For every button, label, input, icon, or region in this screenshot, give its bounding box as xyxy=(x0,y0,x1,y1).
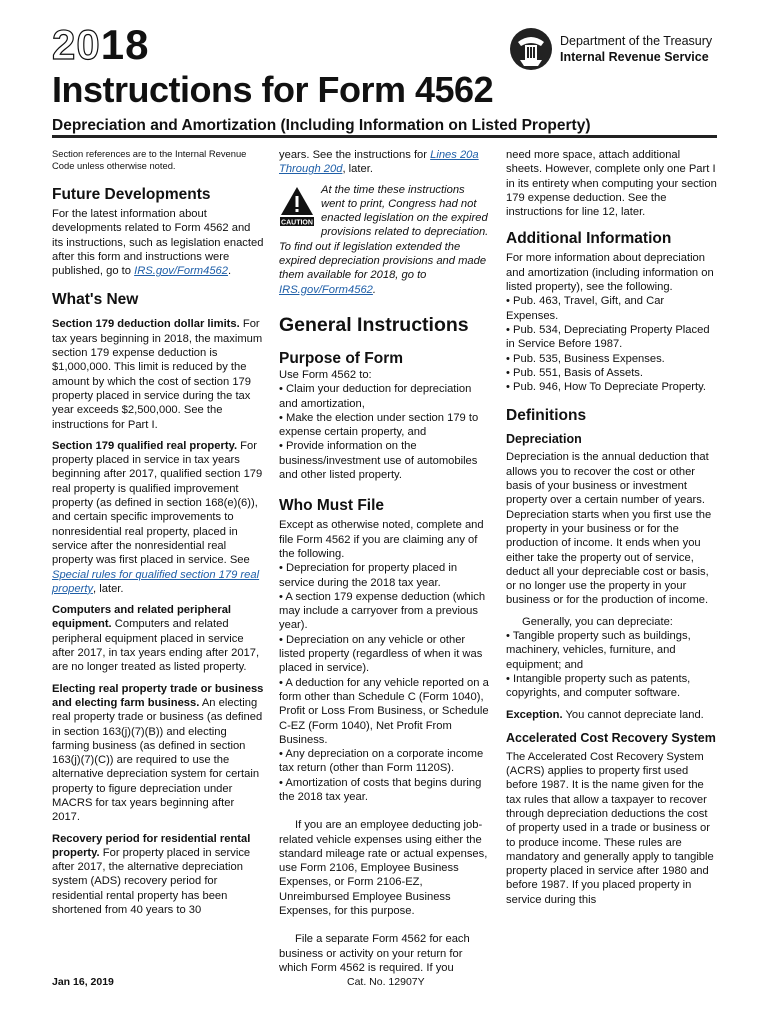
irs-eagle-icon xyxy=(508,26,554,72)
publication-item: • Pub. 551, Basis of Assets. xyxy=(506,366,644,379)
page-subtitle: Depreciation and Amortization (Including Information on Listed Property) xyxy=(52,117,591,134)
who-must-file-item: • A deduction for any vehicle reported on a form other than Schedule C (Form 1040), Profit or Loss From Business, or Schedule C-EZ (Form 1040), Net Profit From Business. xyxy=(279,676,489,746)
special-rules-link[interactable]: Special rules for qualified section 179 real property xyxy=(52,568,260,595)
definitions-heading: Definitions xyxy=(506,407,587,425)
page-title: Instructions for Form 4562 xyxy=(52,69,494,110)
publication-item: • Pub. 535, Business Expenses. xyxy=(506,352,665,365)
employee-paragraph: If you are an employee deducting job-related vehicle expenses using either the standard mileage rate or actual expenses, use Form 2106, Employee Business Expenses, or Form 2106-EZ, Unreimbursed Employee Business Expenses, for this purpose. xyxy=(279,819,488,918)
column-2 xyxy=(279,148,491,975)
purpose-heading: Purpose of Form xyxy=(279,349,404,367)
section-179-real-property-paragraph: Section 179 qualified real property. For property placed in service in tax years beginning after 2017, qualified section 179 real property is qualified improvement property (as defined in section 168(e)(6)), and certain specific improvements to nonresidential real property, placed in service after the nonresidential real property was first placed in service. See Special rules for qualified section 179 real property, later. xyxy=(52,439,263,595)
agency-name xyxy=(560,33,712,65)
continued-text: need more space, attach additional sheets. However, complete only one Part I in its entirety when computing your section 179 expense deduction. See the instructions for line 12, later. xyxy=(506,149,717,219)
depreciation-text: Depreciation is the annual deduction that allows you to recover the cost or other basis of your business or investment property over a certain number of years. Depreciation starts when you first use the property in your business or for the production of income. It ends when you either take the property out of service, deduct all your depreciable cost or basis, or no longer use the property in your business or for the production of income. xyxy=(506,451,712,607)
acrs-text: The Accelerated Cost Recovery System (ACRS) applies to property first used before 1987. It is the name given for the tax rules that allow a taxpayer to recover through depreciation deductions the cost of property used in a trade or business or to produce income. These rules are mandatory and generally apply to tangible property placed in service after 1980 and before 1987. If you placed property in service during this xyxy=(506,750,714,906)
irs-label: Internal Revenue Service xyxy=(560,50,709,64)
publication-item: • Pub. 534, Depreciating Property Placed in Service Before 1987. xyxy=(506,323,710,351)
additional-information-text: For more information about depreciation and amortization (including information on listed property), see the following. xyxy=(506,252,714,294)
exception-paragraph: Exception. You cannot depreciate land. xyxy=(506,708,704,721)
depreciation-heading: Depreciation xyxy=(506,432,582,447)
irs-form4562-link[interactable]: IRS.gov/Form4562 xyxy=(134,265,229,278)
who-must-file-item: • Amortization of costs that begins during the 2018 tax year. xyxy=(279,776,482,803)
general-instructions-heading: General Instructions xyxy=(279,313,469,336)
future-developments-heading: Future Developments xyxy=(52,186,211,203)
lines-20a-link[interactable]: Lines 20a Through 20d xyxy=(279,149,479,176)
header-divider xyxy=(52,135,717,138)
footer-catalog-number: Cat. No. 12907Y xyxy=(347,976,425,988)
recovery-period-paragraph: Recovery period for residential rental property. For property placed in service after 2017, the alternative depreciation system (ADS) recovery period for residential rental property has been shortened from 40 years to 30 xyxy=(52,832,251,917)
computers-paragraph: Computers and related peripheral equipment. Computers and related peripheral equipment placed in service after 2017, in tax years ending after 2017, are no longer treated as listed property. xyxy=(52,604,260,674)
publication-item: • Pub. 946, How To Depreciate Property. xyxy=(506,381,707,394)
electing-business-paragraph: Electing real property trade or business and electing farm business. An electing real property trade or business (as defined in section 163(j)(7)(B)) and electing farming business (as defined in section 163(j)(7)(C)) are required to use the alternative depreciation system for certain property to figure depreciation under MACRS for tax years beginning after 2017. xyxy=(52,682,264,824)
caution-label: CAUTION xyxy=(281,219,313,227)
purpose-item: • Make the election under section 179 to expense certain property, and xyxy=(279,411,479,439)
caution-form4562-link[interactable]: IRS.gov/Form4562 xyxy=(279,283,373,296)
caution-text: At the time these instructions went to print, Congress had not enacted legislation on the expired provisions related to depreciation. To find out if legislation extended the expired depreciation provisions and made them available for 2018, go to IRS.gov/Form4562. xyxy=(279,183,489,296)
footer-date: Jan 16, 2019 xyxy=(52,976,114,988)
who-must-file-item: • A section 179 expense deduction (which may include a carryover from a previous year). xyxy=(279,590,486,632)
department-label: Department of the Treasury xyxy=(560,34,713,48)
section-179-limits-paragraph: Section 179 deduction dollar limits. For tax years beginning in 2018, the maximum section 179 expense deduction is $1,000,000. This limit is reduced by the amount by which the cost of section 179 property placed in service during the tax year exceeds $2,500,000. See the instructions for Part I. xyxy=(52,318,263,431)
purpose-item: • Provide information on the business/investment use of automobiles and other listed property. xyxy=(279,440,478,482)
column-1 xyxy=(52,148,264,917)
column-3 xyxy=(506,148,718,907)
intro-note: Section references are to the Internal Revenue Code unless otherwise noted. xyxy=(52,148,247,171)
purpose-item: • Claim your deduction for depreciation and amortization, xyxy=(279,383,472,410)
who-must-file-item: • Depreciation on any vehicle or other listed property (regardless of when it was placed in service). xyxy=(279,633,483,675)
additional-information-heading: Additional Information xyxy=(506,230,672,248)
caution-note xyxy=(279,183,491,297)
acrs-heading: Accelerated Cost Recovery System xyxy=(506,730,716,745)
caution-icon xyxy=(279,185,315,227)
who-must-file-item: • Depreciation for property placed in service during the 2018 tax year. xyxy=(279,562,458,589)
depreciate-item: • Tangible property such as buildings, machinery, vehicles, furniture, and equipment; and xyxy=(506,630,691,671)
who-must-file-heading: Who Must File xyxy=(279,497,385,515)
whats-new-heading: What's New xyxy=(52,291,139,309)
future-developments-text: For the latest information about developments related to Form 4562 and its instructions, such as legislation enacted after this form and instructions were published, go to IRS.gov/Form4562. xyxy=(52,208,264,278)
continued-text: years. See the instructions for Lines 20a Through 20d, later. xyxy=(279,149,479,176)
depreciate-item: • Intangible property such as patents, copyrights, and computer software. xyxy=(506,672,691,700)
year-heading: 2018 xyxy=(52,21,150,68)
depreciate-intro: Generally, you can depreciate: xyxy=(522,615,673,628)
who-must-file-item: • Any depreciation on a corporate income tax return (other than Form 1120S). xyxy=(279,748,484,775)
separate-form-paragraph: File a separate Form 4562 for each business or activity on your return for which Form 4562 is required. If you xyxy=(279,933,470,974)
who-must-file-intro: Except as otherwise noted, complete and file Form 4562 if you are claiming any of the following. xyxy=(279,519,484,560)
purpose-intro: Use Form 4562 to: xyxy=(279,368,372,381)
publication-item: • Pub. 463, Travel, Gift, and Car Expenses. xyxy=(506,295,665,322)
